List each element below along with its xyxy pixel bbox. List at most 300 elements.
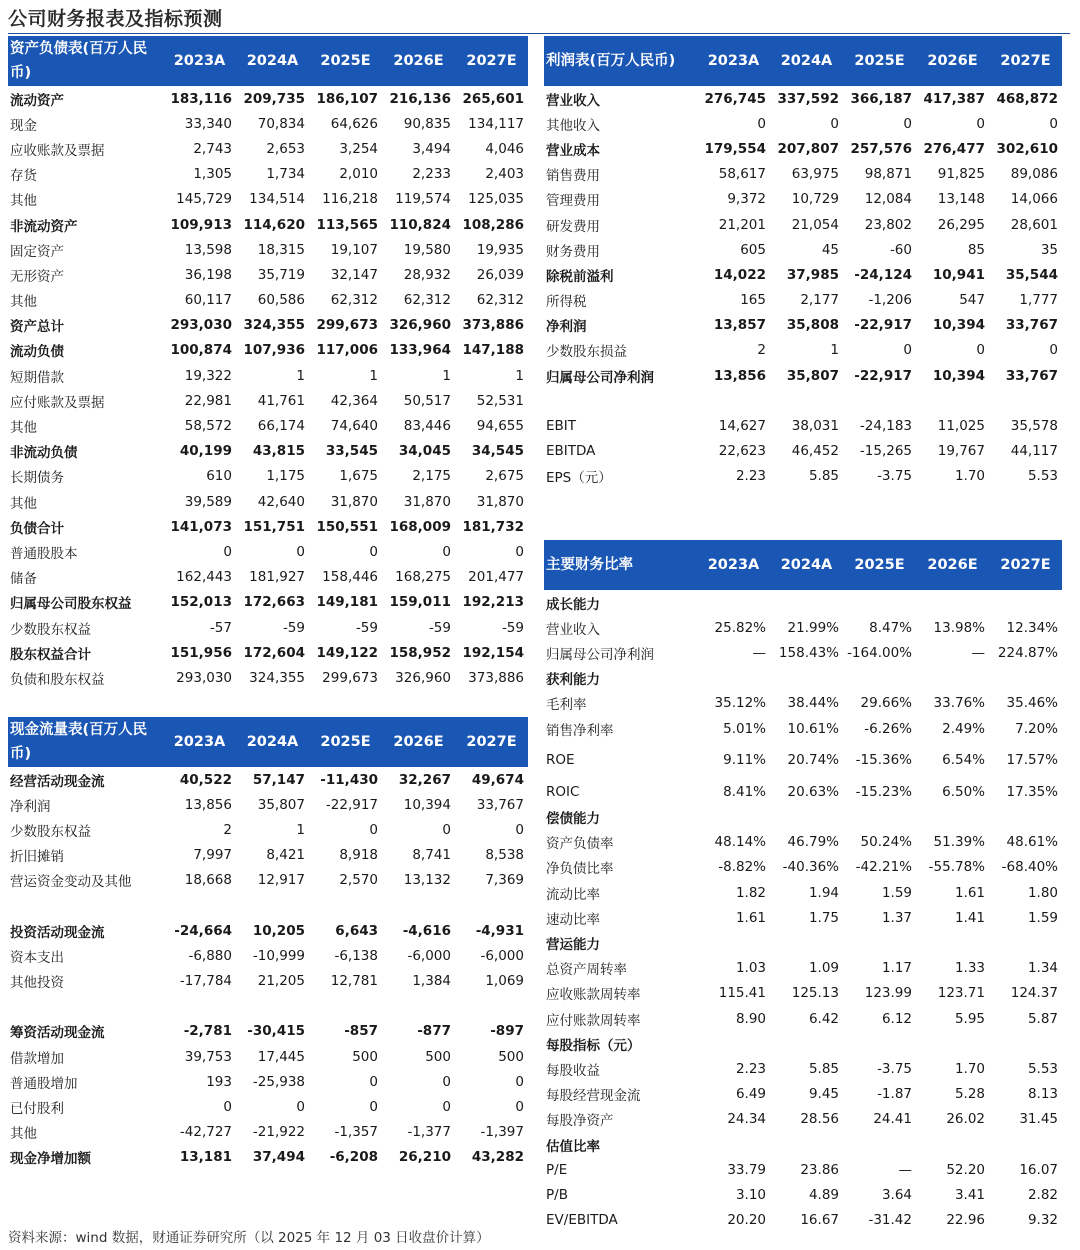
cell-value: 181,732 — [462, 518, 524, 535]
cell-value: 5.95 — [954, 1010, 985, 1027]
row-label: EBITDA — [546, 443, 596, 460]
cell-value: 17,445 — [257, 1048, 305, 1065]
row-label: 已付股利 — [10, 1101, 64, 1118]
row-label: 流动资产 — [10, 92, 64, 109]
table-row — [8, 792, 528, 817]
cell-value: 62,312 — [330, 292, 378, 309]
cell-value: 373,886 — [468, 669, 524, 686]
row-label: 归属母公司净利润 — [546, 646, 654, 663]
year-header: 2026E — [916, 540, 989, 590]
cell-value: 42,364 — [330, 392, 378, 409]
cell-value: -3.75 — [877, 468, 912, 485]
cell-value: 90,835 — [403, 115, 451, 132]
cell-value — [989, 388, 1062, 413]
table-row — [544, 237, 1062, 262]
cell-value: 13,148 — [937, 191, 985, 208]
cell-value: 35,578 — [1010, 418, 1058, 435]
table-row — [544, 956, 1062, 981]
cell-value: 26,295 — [937, 216, 985, 233]
cell-value — [309, 893, 382, 918]
cell-value: 9.45 — [808, 1086, 839, 1103]
cell-value: 5.85 — [808, 468, 839, 485]
table-row — [8, 413, 528, 438]
cell-value: 33,767 — [1005, 317, 1058, 334]
year-header: 2024A — [770, 540, 843, 590]
row-label: 筹资活动现金流 — [10, 1025, 105, 1042]
cell-value: -1,377 — [407, 1124, 451, 1141]
cell-value: 21.99% — [787, 619, 839, 636]
cell-value: 31,870 — [476, 493, 524, 510]
cell-value: -30,415 — [247, 1023, 305, 1040]
row-label: 营运资金变动及其他 — [10, 874, 132, 891]
table-row — [8, 288, 528, 313]
cell-value: 0 — [976, 115, 985, 132]
year-header: 2024A — [770, 36, 843, 86]
row-label: 所得税 — [546, 294, 587, 311]
table-row — [8, 363, 528, 388]
cell-value: 3.41 — [954, 1186, 985, 1203]
cell-value: -60 — [889, 241, 912, 258]
cell-value — [843, 1132, 916, 1157]
row-label: 营业收入 — [546, 621, 600, 638]
cell-value: -24,124 — [854, 266, 912, 283]
cell-value: 209,735 — [243, 90, 305, 107]
cell-value — [916, 590, 989, 615]
table-row — [8, 640, 528, 665]
cell-value: 7.20% — [1015, 720, 1058, 737]
cell-value: 1 — [369, 367, 378, 384]
cell-value — [989, 1031, 1062, 1056]
row-label: ROIC — [546, 783, 580, 800]
cell-value: 7,997 — [193, 847, 232, 864]
row-label — [544, 388, 697, 413]
cell-value: 1,069 — [485, 973, 524, 990]
row-label: 总资产周转率 — [546, 962, 627, 979]
cell-value: 141,073 — [170, 518, 232, 535]
cell-value: -877 — [417, 1023, 451, 1040]
cell-value — [916, 388, 989, 413]
row-label: 每股指标（元） — [546, 1037, 641, 1054]
table-row — [8, 464, 528, 489]
table-header-row — [8, 36, 528, 86]
table-row — [544, 590, 1062, 615]
cell-value: 337,592 — [777, 90, 839, 107]
row-label: 归属母公司净利润 — [546, 369, 654, 386]
cell-value: 1.94 — [808, 884, 839, 901]
row-label: 应收账款周转率 — [546, 987, 641, 1004]
row-label: 普通股增加 — [10, 1075, 78, 1092]
cell-value: 0 — [515, 1073, 524, 1090]
cell-value: 0 — [369, 1073, 378, 1090]
table-row — [8, 237, 528, 262]
cell-value: 2.23 — [735, 1060, 766, 1077]
cell-value: 134,117 — [468, 115, 524, 132]
cell-value: 1.61 — [954, 884, 985, 901]
cell-value: 62,312 — [403, 292, 451, 309]
row-label: 管理费用 — [546, 193, 600, 210]
cell-value: 22,981 — [184, 392, 232, 409]
cell-value: 58,617 — [718, 166, 766, 183]
cell-value: 8.47% — [869, 619, 912, 636]
cell-value: 183,116 — [170, 90, 232, 107]
row-label: 流动负债 — [10, 344, 64, 361]
cell-value: 6.49 — [735, 1086, 766, 1103]
cell-value: 1.59 — [1027, 909, 1058, 926]
cell-value: 117,006 — [316, 342, 378, 359]
row-label: 毛利率 — [546, 697, 587, 714]
cell-value: 1.17 — [881, 960, 912, 977]
cell-value: 125,035 — [468, 191, 524, 208]
table-header-title: 主要财务比率 — [544, 540, 697, 590]
cell-value: -1.87 — [877, 1086, 912, 1103]
row-label: 其他收入 — [546, 117, 600, 134]
row-label: 每股收益 — [546, 1062, 600, 1079]
cell-value: 23.86 — [800, 1161, 839, 1178]
row-label: 流动比率 — [546, 886, 600, 903]
cell-value: 159,011 — [389, 594, 451, 611]
row-label — [8, 893, 163, 918]
row-label: 资产负债率 — [546, 836, 614, 853]
table-row — [544, 805, 1062, 830]
table-row — [8, 817, 528, 842]
row-label: 少数股东权益 — [10, 823, 91, 840]
cell-value — [989, 666, 1062, 691]
cell-value: -42.21% — [855, 859, 912, 876]
table-row — [8, 86, 528, 111]
cell-value: 11,025 — [937, 418, 985, 435]
table-row — [544, 741, 1062, 779]
cell-value: 0 — [976, 342, 985, 359]
cell-value: -17,784 — [179, 973, 232, 990]
row-label: P/E — [546, 1161, 568, 1178]
cell-value: 186,107 — [316, 90, 378, 107]
cell-value: 26.02 — [946, 1111, 985, 1128]
cell-value: 1.75 — [808, 909, 839, 926]
cell-value: 299,673 — [316, 317, 378, 334]
cell-value — [236, 893, 309, 918]
table-row — [8, 136, 528, 161]
row-label: EV/EBITDA — [546, 1212, 618, 1229]
table-row — [8, 212, 528, 237]
cell-value: -15.36% — [855, 752, 912, 769]
cell-value: 9,372 — [727, 191, 766, 208]
table-row — [8, 943, 528, 968]
cell-value: 207,807 — [777, 140, 839, 157]
year-header: 2024A — [236, 717, 309, 767]
cell-value: 0 — [903, 342, 912, 359]
cell-value: 500 — [498, 1048, 524, 1065]
cell-value: 168,275 — [395, 569, 451, 586]
year-header: 2023A — [697, 36, 770, 86]
year-header: 2027E — [455, 36, 528, 86]
cell-value: 21,201 — [718, 216, 766, 233]
table-row — [8, 111, 528, 136]
cell-value: -4,616 — [402, 922, 451, 939]
row-label: 非流动负债 — [10, 445, 78, 462]
cell-value: 34,045 — [398, 443, 451, 460]
cell-value: 19,322 — [184, 367, 232, 384]
cell-value — [455, 994, 528, 1019]
row-label: 偿债能力 — [546, 811, 600, 828]
table-row — [544, 1157, 1062, 1182]
cell-value: 83,446 — [403, 418, 451, 435]
cell-value: 35,807 — [786, 367, 839, 384]
table-row — [8, 1019, 528, 1044]
row-label: 其他投资 — [10, 975, 64, 992]
cell-value: 10,394 — [403, 796, 451, 813]
cell-value: 193 — [206, 1073, 232, 1090]
table-row — [8, 162, 528, 187]
cell-value — [916, 930, 989, 955]
cell-value: 3,254 — [339, 140, 378, 157]
cell-value: 1,675 — [339, 468, 378, 485]
cell-value: 1.09 — [808, 960, 839, 977]
year-header: 2024A — [236, 36, 309, 86]
table-header-title: 利润表(百万人民币) — [544, 36, 697, 86]
cell-value: 58,572 — [184, 418, 232, 435]
cell-value: 66,174 — [257, 418, 305, 435]
cell-value: 1,777 — [1019, 292, 1058, 309]
cell-value: 35,807 — [257, 796, 305, 813]
cell-value: -1,357 — [334, 1124, 378, 1141]
table-row — [544, 439, 1062, 464]
table-row — [8, 439, 528, 464]
cell-value: 60,586 — [257, 292, 305, 309]
cell-value: 0 — [369, 821, 378, 838]
cell-value: -15,265 — [859, 443, 912, 460]
cash-flow-table — [8, 717, 528, 1170]
cell-value: 152,013 — [170, 594, 232, 611]
cell-value: 0 — [296, 543, 305, 560]
cell-value: 2 — [757, 342, 766, 359]
cell-value: -3.75 — [877, 1060, 912, 1077]
cell-value: 5.01% — [723, 720, 766, 737]
row-label: 研发费用 — [546, 218, 600, 235]
cell-value: 192,213 — [462, 594, 524, 611]
cell-value: -21,922 — [252, 1124, 305, 1141]
table-row — [544, 666, 1062, 691]
cell-value — [843, 930, 916, 955]
cell-value: 149,181 — [316, 594, 378, 611]
cell-value: 149,122 — [316, 644, 378, 661]
cell-value: 28.56 — [800, 1111, 839, 1128]
row-label: 其他 — [10, 193, 37, 210]
table-row — [544, 413, 1062, 438]
cell-value: 1 — [442, 367, 451, 384]
table-row — [8, 1120, 528, 1145]
cell-value: 48.14% — [714, 834, 766, 851]
cell-value: -164.00% — [847, 644, 912, 661]
row-label: 普通股股本 — [10, 545, 78, 562]
cell-value: 64,626 — [330, 115, 378, 132]
cell-value: 8,421 — [266, 847, 305, 864]
table-row — [544, 905, 1062, 930]
cell-value: -59 — [282, 619, 305, 636]
cell-value: 13,598 — [184, 241, 232, 258]
cell-value: 23,802 — [864, 216, 912, 233]
table-row — [544, 779, 1062, 804]
row-label: 应付账款及票据 — [10, 394, 105, 411]
cell-value: 133,964 — [389, 342, 451, 359]
table-row — [544, 615, 1062, 640]
cell-value: 1.70 — [954, 468, 985, 485]
table-row — [544, 640, 1062, 665]
cell-value: 31,870 — [330, 493, 378, 510]
cell-value: 25.82% — [714, 619, 766, 636]
cell-value — [697, 590, 770, 615]
table-row — [8, 262, 528, 287]
table-row — [544, 187, 1062, 212]
cell-value: 42,640 — [257, 493, 305, 510]
cell-value: 145,729 — [176, 191, 232, 208]
row-label: 销售费用 — [546, 168, 600, 185]
cell-value: 547 — [959, 292, 985, 309]
cell-value: 0 — [296, 1099, 305, 1116]
cell-value: 276,477 — [923, 140, 985, 157]
row-label: 净负债比率 — [546, 861, 614, 878]
table-row — [544, 313, 1062, 338]
cell-value — [989, 1132, 1062, 1157]
cell-value: 1.61 — [735, 909, 766, 926]
cell-value: 14,066 — [1010, 191, 1058, 208]
cell-value: -1,397 — [480, 1124, 524, 1141]
table-row — [8, 767, 528, 792]
cell-value: 28,601 — [1010, 216, 1058, 233]
cell-value: 0 — [369, 1099, 378, 1116]
cell-value: 33,340 — [184, 115, 232, 132]
cell-value: -11,430 — [320, 771, 378, 788]
cell-value: — — [971, 644, 985, 661]
cell-value: 8,741 — [412, 847, 451, 864]
table-row — [544, 388, 1062, 413]
table-header-title: 资产负债表(百万人民币) — [8, 36, 163, 86]
table-row — [8, 868, 528, 893]
cell-value: 151,956 — [170, 644, 232, 661]
cell-value: 14,627 — [718, 418, 766, 435]
cell-value: -6.26% — [864, 720, 912, 737]
table-row — [544, 1107, 1062, 1132]
cell-value: 151,751 — [243, 518, 305, 535]
row-label — [8, 994, 163, 1019]
cell-value: 8.41% — [723, 783, 766, 800]
cell-value: 60,117 — [184, 292, 232, 309]
cell-value: 6,643 — [335, 922, 378, 939]
cell-value: 302,610 — [996, 140, 1058, 157]
cell-value: 35.12% — [714, 695, 766, 712]
cell-value: 1,734 — [266, 166, 305, 183]
table-row — [544, 855, 1062, 880]
cell-value: 257,576 — [850, 140, 912, 157]
cell-value: 147,188 — [462, 342, 524, 359]
cell-value: 500 — [352, 1048, 378, 1065]
cell-value: 0 — [223, 1099, 232, 1116]
cell-value: 6.54% — [942, 752, 985, 769]
row-label: 营业成本 — [546, 142, 600, 159]
row-label: 其他 — [10, 420, 37, 437]
cell-value: -25,938 — [252, 1073, 305, 1090]
table-row — [544, 363, 1062, 388]
cell-value — [916, 805, 989, 830]
row-label: 短期借款 — [10, 369, 64, 386]
cell-value: — — [752, 644, 766, 661]
cell-value: 10,205 — [252, 922, 305, 939]
cell-value: 2.82 — [1027, 1186, 1058, 1203]
table-header-row — [544, 540, 1062, 590]
cell-value: 500 — [425, 1048, 451, 1065]
year-header: 2026E — [382, 717, 455, 767]
cell-value: 46.79% — [787, 834, 839, 851]
cell-value: 20.20 — [727, 1212, 766, 1229]
cell-value: 33.76% — [933, 695, 985, 712]
cell-value: 326,960 — [395, 669, 451, 686]
cell-value: -31.42 — [868, 1212, 912, 1229]
table-row — [8, 514, 528, 539]
cell-value — [770, 1031, 843, 1056]
cell-value: 22,623 — [718, 443, 766, 460]
cell-value: 1.41 — [954, 909, 985, 926]
cell-value — [697, 388, 770, 413]
cell-value — [989, 590, 1062, 615]
cell-value: 1.82 — [735, 884, 766, 901]
cell-value: 8,918 — [339, 847, 378, 864]
cell-value: 108,286 — [462, 216, 524, 233]
cell-value: 70,834 — [257, 115, 305, 132]
cell-value: 45 — [821, 241, 839, 258]
year-header: 2026E — [382, 36, 455, 86]
title-divider — [8, 33, 1070, 34]
cell-value: 50.24% — [860, 834, 912, 851]
table-row — [8, 665, 528, 690]
cell-value: 0 — [1049, 115, 1058, 132]
row-label: EBIT — [546, 418, 577, 435]
cell-value — [697, 666, 770, 691]
cell-value: 0 — [442, 1099, 451, 1116]
table-row — [544, 880, 1062, 905]
cell-value: 417,387 — [923, 90, 985, 107]
cell-value: 12.34% — [1006, 619, 1058, 636]
cell-value: 38,031 — [791, 418, 839, 435]
cell-value: -6,000 — [407, 947, 451, 964]
cell-value: 1,384 — [412, 973, 451, 990]
cell-value: 6.12 — [881, 1010, 912, 1027]
cell-value: 5.53 — [1027, 468, 1058, 485]
table-row — [8, 565, 528, 590]
cell-value: -6,000 — [480, 947, 524, 964]
cell-value: 57,147 — [252, 771, 305, 788]
cell-value: 50,517 — [403, 392, 451, 409]
row-label: 应收账款及票据 — [10, 142, 105, 159]
cell-value: 1.03 — [735, 960, 766, 977]
cell-value: 12,084 — [864, 191, 912, 208]
cell-value — [697, 1132, 770, 1157]
row-label: 归属母公司股东权益 — [10, 596, 132, 613]
financial-ratios-table — [544, 540, 1062, 1233]
row-label: 少数股东权益 — [10, 621, 91, 638]
table-row — [544, 1182, 1062, 1207]
row-label: 现金 — [10, 117, 37, 134]
source-footnote: 资料来源：wind 数据，财通证券研究所（以 2025 年 12 月 03 日收盘价计算） — [8, 1230, 490, 1246]
cell-value: 8,538 — [485, 847, 524, 864]
cell-value: 26,039 — [476, 266, 524, 283]
cell-value: 51.39% — [933, 834, 985, 851]
cell-value: 1.37 — [881, 909, 912, 926]
cell-value: 40,522 — [179, 771, 232, 788]
cell-value: -22,917 — [854, 367, 912, 384]
year-header: 2025E — [843, 540, 916, 590]
row-label: 营业收入 — [546, 92, 600, 109]
cell-value: -22,917 — [854, 317, 912, 334]
cell-value — [163, 893, 236, 918]
